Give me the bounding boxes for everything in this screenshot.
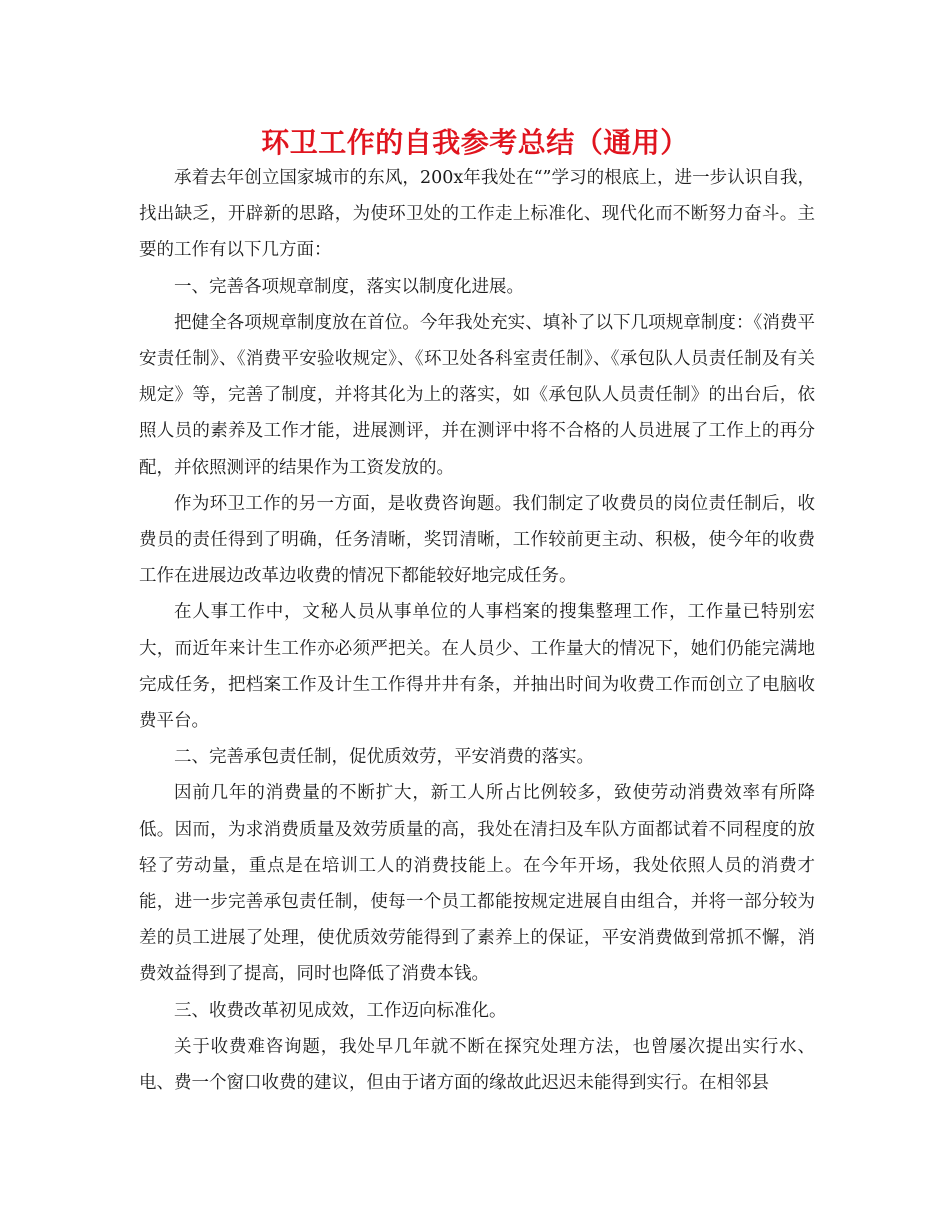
paragraph: 把健全各项规章制度放在首位。今年我处充实、填补了以下几项规章制度：《消费平安责任制》、《消费平安验收规定》、《环卫处各科室责任制》、《承包队人员责任制及有关规定》等，完善了制度，并将其化为上的落实，如《承包队人员责任制》的出台后，依照人员的素养及工作才能，进展测评，并在测评中将不合格的人员进展了工作上的再分配，并依照测评的结果作为工资发放的。 bbox=[139, 312, 815, 478]
document-body bbox=[139, 160, 815, 1101]
paragraph: 作为环卫工作的另一方面，是收费咨询题。我们制定了收费员的岗位责任制后，收费员的责任得到了明确，任务清晰，奖罚清晰，工作较前更主动、积极，使今年的收费工作在进展边改革边收费的情况下都能较好地完成任务。 bbox=[139, 493, 815, 587]
paragraph: 在人事工作中，文秘人员从事单位的人事档案的搜集整理工作，工作量已特别宏大，而近年来计生工作亦必须严把关。在人员少、工作量大的情况下，她们仍能完满地完成任务，把档案工作及计生工作得井井有条，并抽出时间为收费工作而创立了电脑收费平台。 bbox=[139, 602, 815, 732]
section-heading-1: 一、完善各项规章制度，落实以制度化进展。 bbox=[174, 276, 524, 297]
paragraph: 因前几年的消费量的不断扩大，新工人所占比例较多，致使劳动消费效率有所降低。因而，为求消费质量及效劳质量的高，我处在清扫及车队方面都试着不同程度的放轻了劳动量，重点是在培训工人的消费技能上。在今年开场，我处依照人员的消费才能，进一步完善承包责任制，使每一个员工都能按规定进展自由组合，并将一部分较为差的员工进展了处理，使优质效劳能得到了素养上的保证，平安消费做到常抓不懈，消费效益得到了提高，同时也降低了消费本钱。 bbox=[139, 783, 815, 985]
document-title: 环卫工作的自我参考总结（通用） bbox=[261, 126, 689, 159]
paragraph-intro: 承着去年创立国家城市的东风，200x年我处在“”学习的根底上，进一步认识自我，找出缺乏，开辟新的思路，为使环卫处的工作走上标准化、现代化而不断努力奋斗。主要的工作有以下几方面： bbox=[139, 168, 815, 261]
section-heading-3: 三、收费改革初见成效，工作迈向标准化。 bbox=[174, 1000, 507, 1021]
section-heading-2: 二、完善承包责任制，促优质效劳，平安消费的落实。 bbox=[174, 747, 594, 768]
paragraph: 关于收费难咨询题，我处早几年就不断在探究处理方法，也曾屡次提出实行水、电、费一个窗口收费的建议，但由于诸方面的缘故此迟迟未能得到实行。在相邻县 bbox=[139, 1036, 815, 1094]
